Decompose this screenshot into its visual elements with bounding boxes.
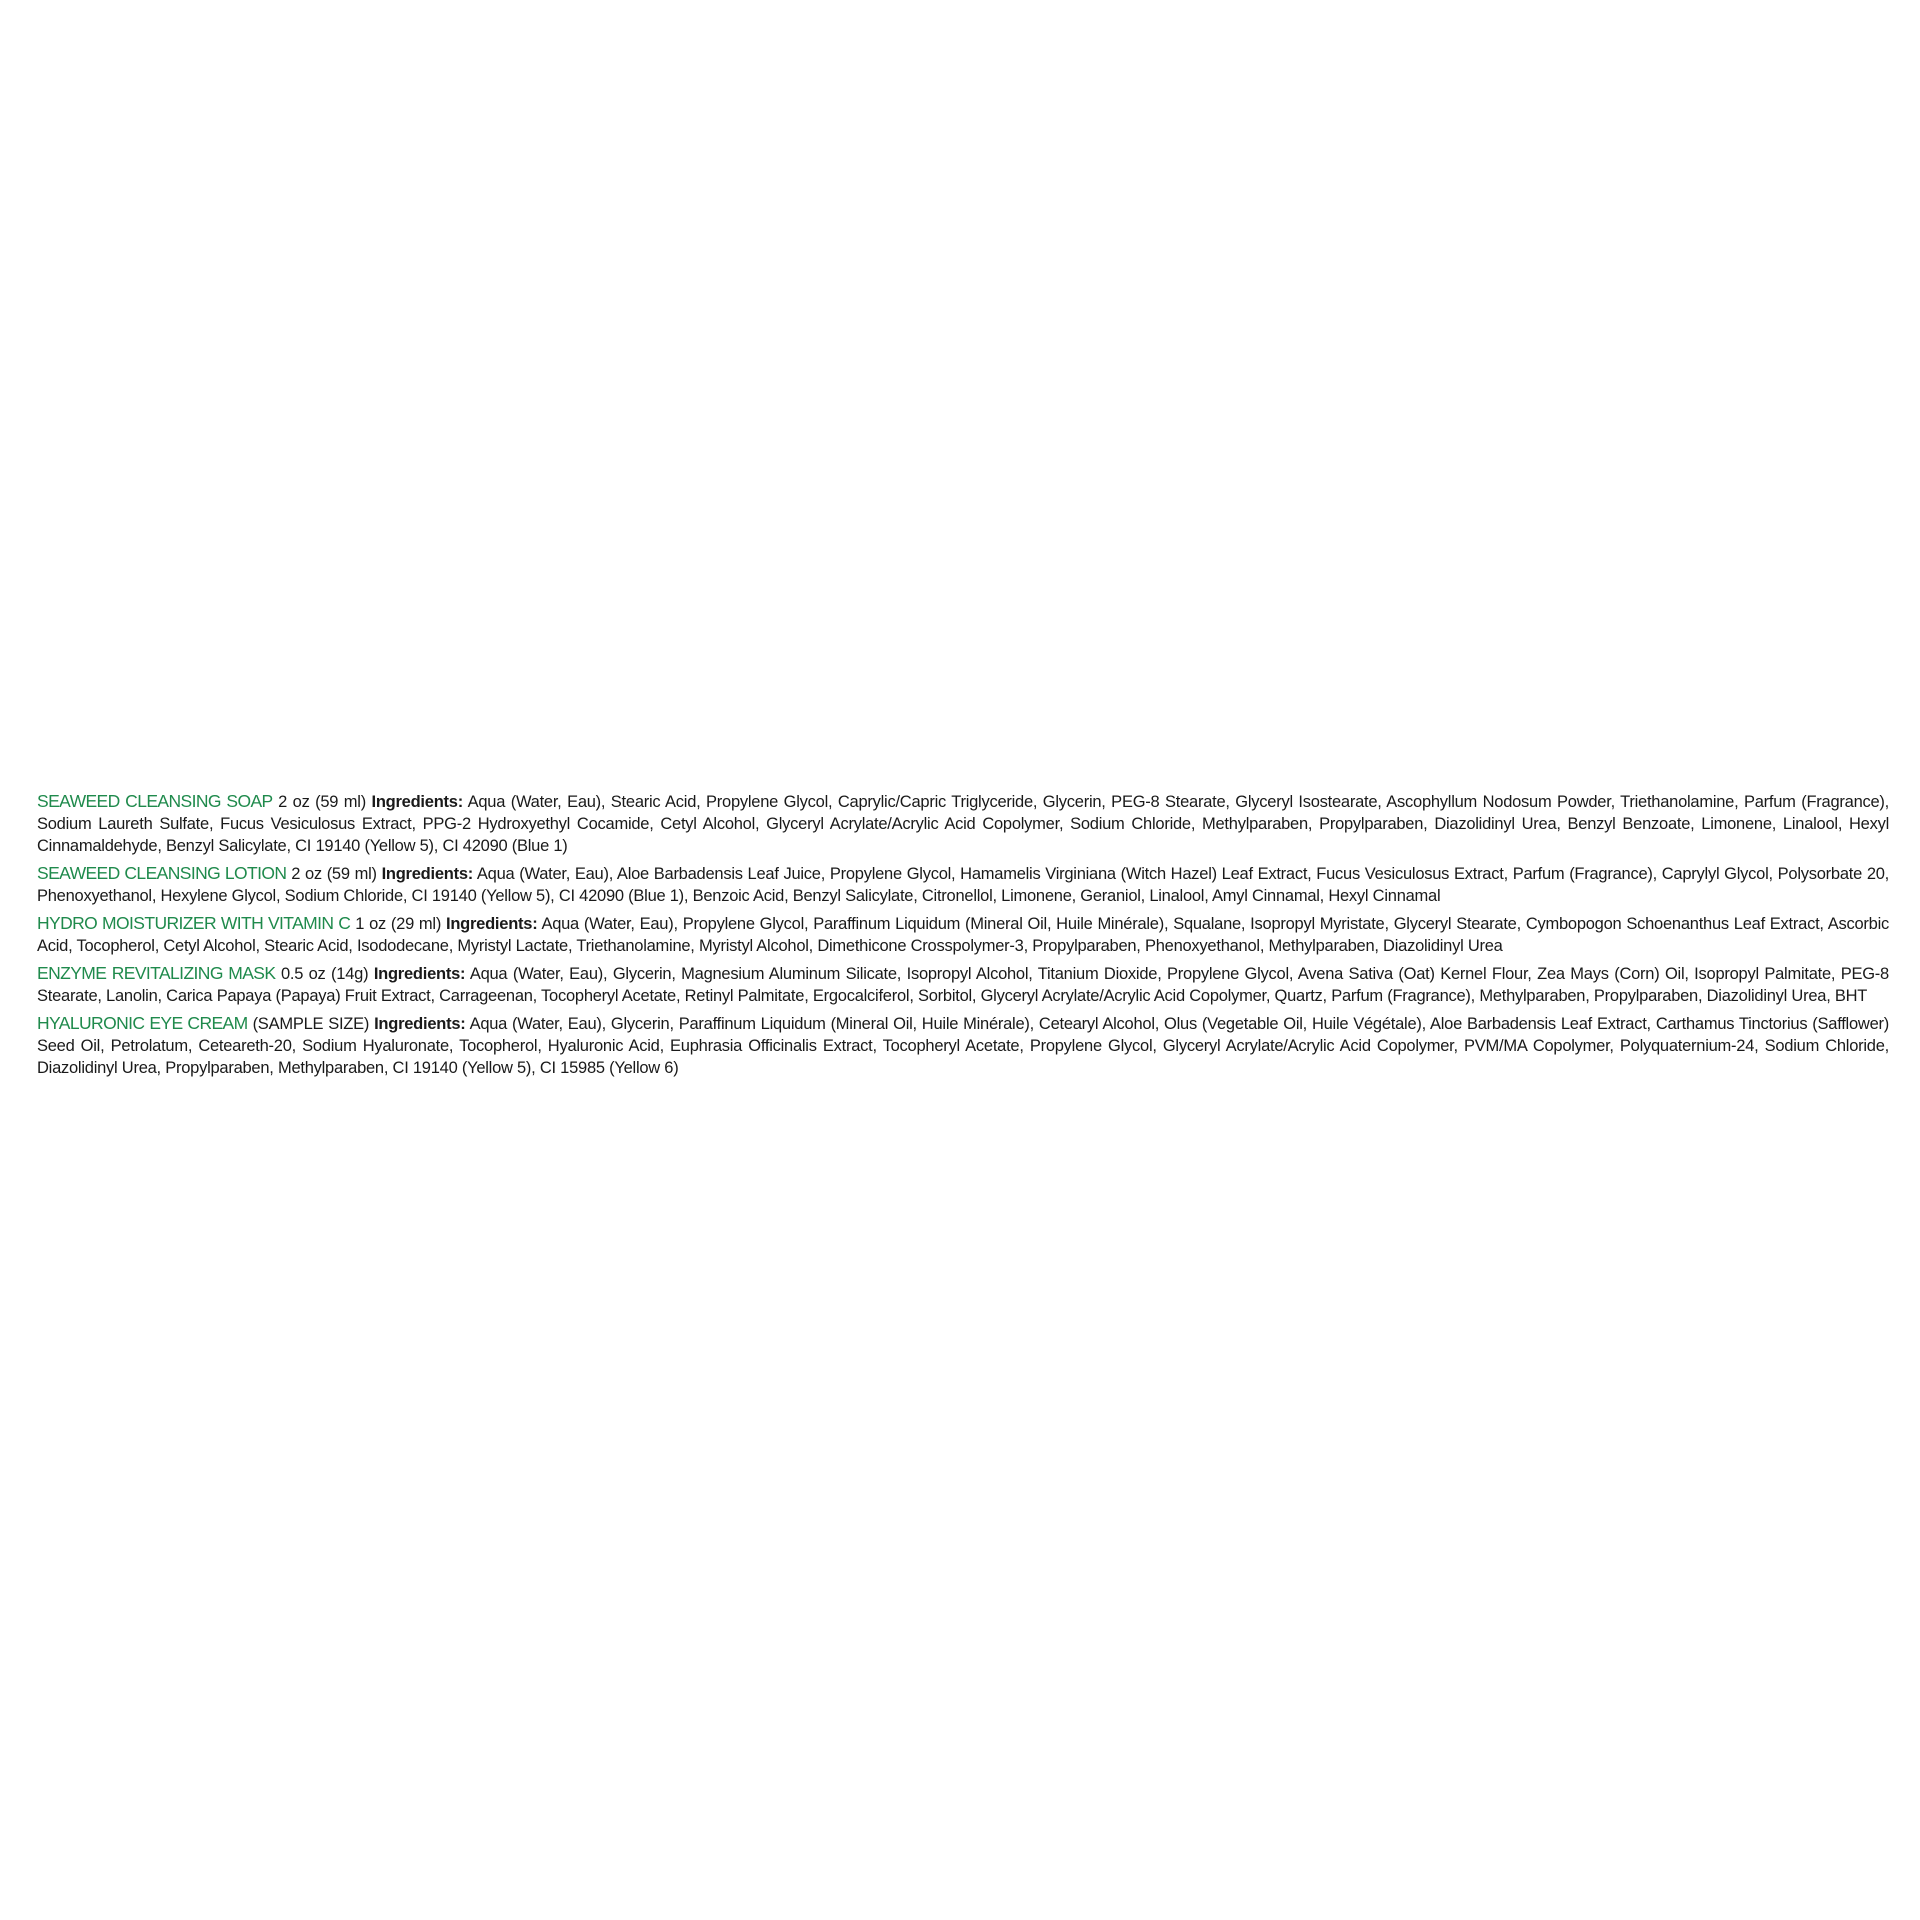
ingredients-text: Aqua (Water, Eau), Glycerin, Paraffinum Liquidum (Mineral Oil, Huile Minérale), Cetearyl Alcohol, Olus (Vegetable Oil, Huile Végétale), Aloe Barbadensis Leaf Extract, Carthamus Tinctorius (Safflower) Seed Oil, Petrolatum, Ceteareth-20, Sodium Hyaluronate, Tocopherol, Hyaluronic Acid, Euphrasia Officinalis Extract, Tocopheryl Acetate, Propylene Glycol, Glyceryl Acrylate/Acrylic Acid Copolymer, PVM/MA Copolymer, Polyquaternium-24, Sodium Chloride, Diazolidinyl Urea, Propylparaben, Methylparaben, CI 19140 (Yellow 5), CI 15985 (Yellow 6)	[37, 1015, 1889, 1077]
ingredients-text: Aqua (Water, Eau), Propylene Glycol, Paraffinum Liquidum (Mineral Oil, Huile Minérale), Squalane, Isopropyl Myristate, Glyceryl Stearate, Cymbopogon Schoenanthus Leaf Extract, Ascorbic Acid, Tocopherol, Cetyl Alcohol, Stearic Acid, Isododecane, Myristyl Lactate, Triethanolamine, Myristyl Alcohol, Dimethicone Crosspolymer-3, Propylparaben, Phenoxyethanol, Methylparaben, Diazolidinyl Urea	[37, 915, 1890, 955]
product-size: 1 oz (29 ml)	[355, 915, 442, 933]
product-name: HYDRO MOISTURIZER WITH VITAMIN C	[37, 913, 351, 933]
ingredients-label: Ingredients:	[371, 793, 463, 811]
product-size: 2 oz (59 ml)	[278, 793, 366, 811]
ingredients-label: Ingredients:	[446, 915, 538, 933]
product-hydro-moisturizer	[37, 912, 1889, 957]
product-seaweed-cleansing-lotion	[37, 862, 1889, 907]
product-name: HYALURONIC EYE CREAM	[37, 1013, 248, 1033]
product-hyaluronic-eye-cream	[37, 1012, 1889, 1079]
product-size: 2 oz (59 ml)	[291, 865, 377, 883]
ingredients-label: Ingredients:	[374, 1015, 466, 1033]
product-enzyme-revitalizing-mask	[37, 962, 1889, 1007]
ingredients-panel	[37, 790, 1889, 1084]
product-name: SEAWEED CLEANSING SOAP	[37, 791, 273, 811]
product-name: ENZYME REVITALIZING MASK	[37, 963, 276, 983]
product-seaweed-cleansing-soap	[37, 790, 1889, 857]
product-size: (SAMPLE SIZE)	[252, 1015, 370, 1033]
ingredients-label: Ingredients:	[373, 965, 466, 983]
ingredients-text: Aqua (Water, Eau), Glycerin, Magnesium Aluminum Silicate, Isopropyl Alcohol, Titanium Dioxide, Propylene Glycol, Avena Sativa (Oat) Kernel Flour, Zea Mays (Corn) Oil, Isopropyl Palmitate, PEG-8 Stearate, Lanolin, Carica Papaya (Papaya) Fruit Extract, Carrageenan, Tocopheryl Acetate, Retinyl Palmitate, Ergocalciferol, Sorbitol, Glyceryl Acrylate/Acrylic Acid Copolymer, Quartz, Parfum (Fragrance), Methylparaben, Propylparaben, Diazolidinyl Urea, BHT	[37, 965, 1889, 1005]
ingredients-label: Ingredients:	[381, 865, 473, 883]
ingredients-text: Aqua (Water, Eau), Aloe Barbadensis Leaf Juice, Propylene Glycol, Hamamelis Virginiana (Witch Hazel) Leaf Extract, Fucus Vesiculosus Extract, Parfum (Fragrance), Caprylyl Glycol, Polysorbate 20, Phenoxyethanol, Hexylene Glycol, Sodium Chloride, CI 19140 (Yellow 5), CI 42090 (Blue 1), Benzoic Acid, Benzyl Salicylate, Citronellol, Limonene, Geraniol, Linalool, Amyl Cinnamal, Hexyl Cinnamal	[37, 865, 1890, 905]
product-name: SEAWEED CLEANSING LOTION	[37, 863, 287, 883]
product-size: 0.5 oz (14g)	[280, 965, 369, 983]
ingredients-text: Aqua (Water, Eau), Stearic Acid, Propylene Glycol, Caprylic/Capric Triglyceride, Glycerin, PEG-8 Stearate, Glyceryl Isostearate, Ascophyllum Nodosum Powder, Triethanolamine, Parfum (Fragrance), Sodium Laureth Sulfate, Fucus Vesiculosus Extract, PPG-2 Hydroxyethyl Cocamide, Cetyl Alcohol, Glyceryl Acrylate/Acrylic Acid Copolymer, Sodium Chloride, Methylparaben, Propylparaben, Diazolidinyl Urea, Benzyl Benzoate, Limonene, Linalool, Hexyl Cinnamaldehyde, Benzyl Salicylate, CI 19140 (Yellow 5), CI 42090 (Blue 1)	[37, 793, 1890, 855]
